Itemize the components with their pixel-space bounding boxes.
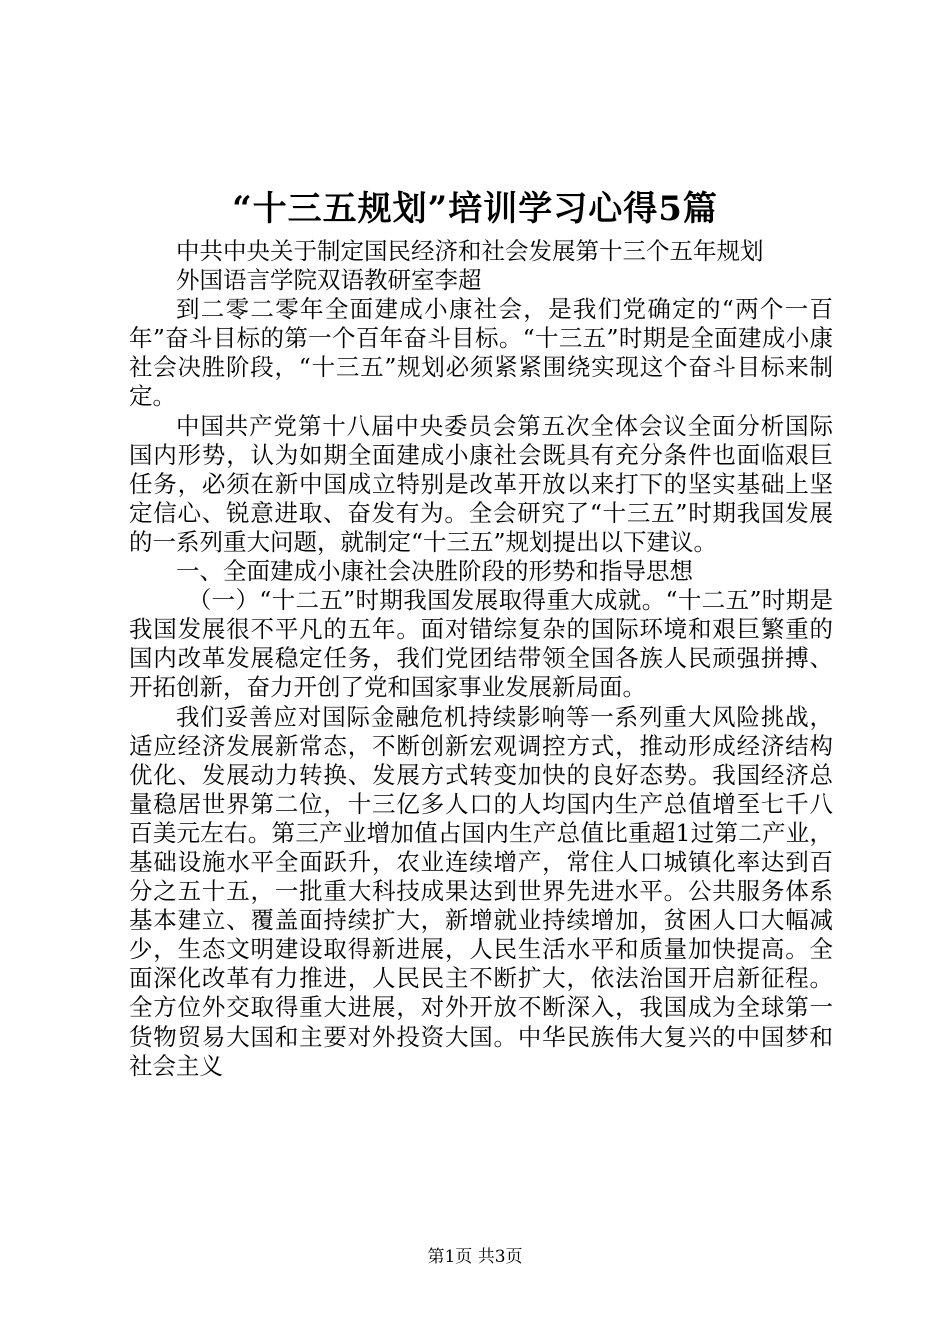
paragraph: 到二零二零年全面建成小康社会，是我们党确定的“两个一百年”奋斗目标的第一个百年奋斗目标。“十三五”时期是全面建成小康社会决胜阶段，“十三五”规划必须紧紧围绕实现这个奋斗目标来制定。	[129, 295, 833, 411]
document-body	[129, 237, 833, 1081]
page-number-footer: 第1页 共3页	[427, 1247, 523, 1267]
paragraph: 中国共产党第十八届中央委员会第五次全体会议全面分析国际国内形势，认为如期全面建成小康社会既具有充分条件也面临艰巨任务，必须在新中国成立特别是改革开放以来打下的坚实基础上坚定信心、锐意进取、奋发有为。全会研究了“十三五”时期我国发展的一系列重大问题，就制定“十三五”规划提出以下建议。	[129, 411, 833, 556]
paragraph: 我们妥善应对国际金融危机持续影响等一系列重大风险挑战，适应经济发展新常态，不断创新宏观调控方式，推动形成经济结构优化、发展动力转换、发展方式转变加快的良好态势。我国经济总量稳居世界第二位，十三亿多人口的人均国内生产总值增至七千八百美元左右。第三产业增加值占国内生产总值比重超1过第二产业，基础设施水平全面跃升，农业连续增产，常住人口城镇化率达到百分之五十五，一批重大科技成果达到世界先进水平。公共服务体系基本建立、覆盖面持续扩大，新增就业持续增加，贫困人口大幅减少，生态文明建设取得新进展，人民生活水平和质量加快提高。全面深化改革有力推进，人民民主不断扩大，依法治国开启新征程。全方位外交取得重大进展，对外开放不断深入，我国成为全球第一货物贸易大国和主要对外投资大国。中华民族伟大复兴的中国梦和社会主义	[129, 702, 833, 1080]
paragraph-subtitle: 中共中央关于制定国民经济和社会发展第十三个五年规划	[176, 237, 764, 265]
document-title: “十三五规划”培训学习心得5篇	[232, 189, 718, 229]
paragraph-author: 外国语言学院双语教研室李超	[176, 266, 482, 295]
paragraph: （一）“十二五”时期我国发展取得重大成就。“十二五”时期是我国发展很不平凡的五年。面对错综复杂的国际环境和艰巨繁重的国内改革发展稳定任务，我们党团结带领全国各族人民顽强拼搏、开拓创新，奋力开创了党和国家事业发展新局面。	[129, 586, 833, 702]
section-heading: 一、全面建成小康社会决胜阶段的形势和指导思想	[176, 557, 693, 586]
